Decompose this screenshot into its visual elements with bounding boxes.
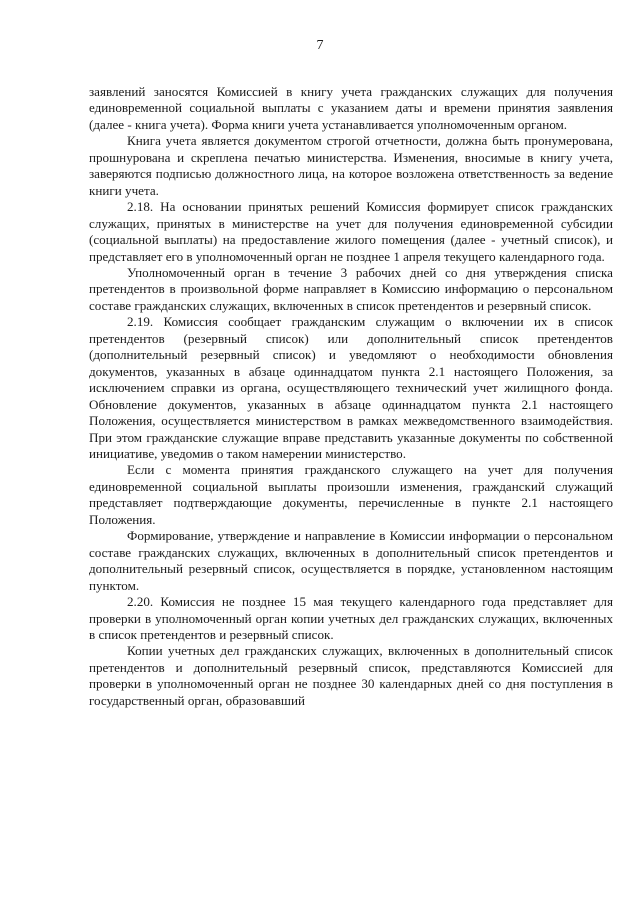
document-body (89, 84, 613, 709)
paragraph-6: Если с момента принятия гражданского служащего на учет для получения единовременной социальной выплаты произошли изменения, гражданский служащий представляет подтверждающие документы, перечисленные в пункте 2.1 настоящего Положения. (89, 462, 613, 527)
page-number: 7 (316, 38, 324, 53)
paragraph-9: Копии учетных дел гражданских служащих, включенных в дополнительный список претендентов и дополнительный резервный список, представляются Комиссией для проверки в уполномоченный орган не позднее 30 календарных дней со дня поступления в государственный орган, образовавший (89, 643, 613, 708)
paragraph-7: Формирование, утверждение и направление в Комиссии информации о персональном составе гражданских служащих, включенных в дополнительный список претендентов и дополнительный резервный список, осуществляется в порядке, установленном настоящим пунктом. (89, 528, 613, 593)
paragraph-8: 2.20. Комиссия не позднее 15 мая текущего календарного года представляет для проверки в уполномоченный орган копии учетных дел гражданских служащих, включенных в список претендентов и резервный список. (89, 594, 613, 642)
paragraph-1: заявлений заносятся Комиссией в книгу учета гражданских служащих для получения единовременной социальной выплаты с указанием даты и времени принятия заявления (далее - книга учета). Форма книги учета устанавливается уполномоченным органом. (89, 84, 613, 132)
paragraph-3: 2.18. На основании принятых решений Комиссия формирует список гражданских служащих, принятых в министерстве на учет для получения единовременной субсидии (социальной выплаты) на предоставление жилого помещения (далее - учетный список), и представляет его в уполномоченный орган не позднее 1 апреля текущего календарного года. (89, 199, 613, 264)
paragraph-2: Книга учета является документом строгой отчетности, должна быть пронумерована, прошнурована и скреплена печатью министерства. Изменения, вносимые в книгу учета, заверяются подписью должностного лица, на которое возложена ответственность за ведение книги учета. (89, 133, 613, 198)
paragraph-5: 2.19. Комиссия сообщает гражданским служащим о включении их в список претендентов (резервный список) или дополнительный список претендентов (дополнительный резервный список) и уведомляют о необходимости обновления документов, указанных в абзаце одиннадцатом пункта 2.1 настоящего Положения, за исключением справки из органа, осуществляющего технический учет жилищного фонда. Обновление документов, указанных в абзаце одиннадцатом пункта 2.1 настоящего Положения, осуществляется министерством в рамках межведомственного взаимодействия. При этом гражданские служащие вправе представить указанные документы по собственной инициативе, уведомив о таком намерении министерство. (89, 314, 613, 461)
paragraph-4: Уполномоченный орган в течение 3 рабочих дней со дня утверждения списка претендентов в произвольной форме направляет в Комиссию информацию о персональном составе гражданских служащих, включенных в список претендентов и резервный список. (89, 264, 613, 313)
